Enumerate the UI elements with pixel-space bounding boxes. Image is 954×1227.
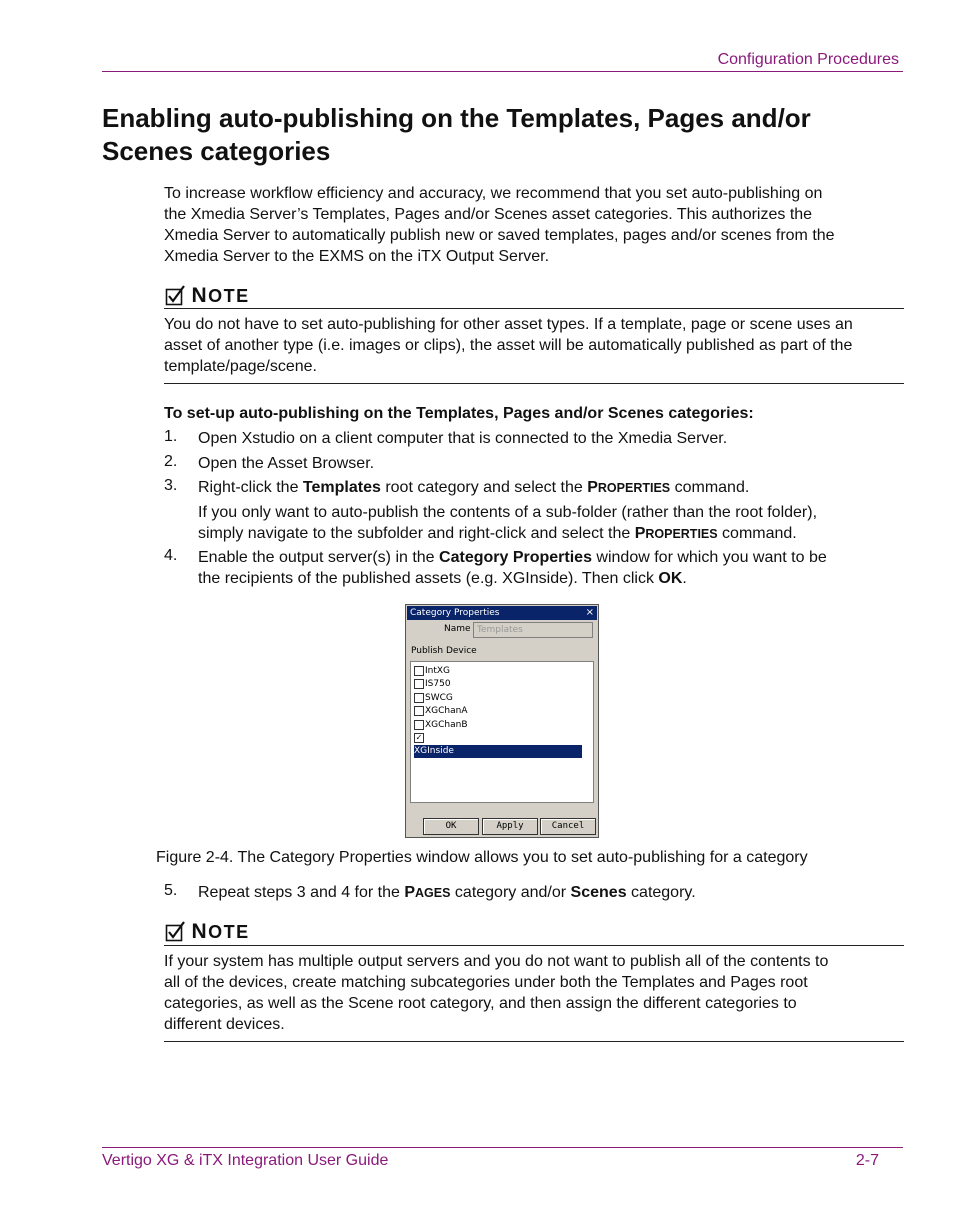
note-text: You do not have to set auto-publishing for other asset types. If a template, page or scene uses an asset of another type (i.e. images or clips), the asset will be automatically published as part of the template/page/scene.: [164, 316, 853, 375]
footer-title: Vertigo XG & iTX Integration User Guide: [102, 1152, 389, 1169]
checkbox[interactable]: [414, 666, 424, 676]
note-top-rule: [164, 308, 904, 309]
step-text: Right-click the Templates root category and select the PROPERTIES command.: [198, 479, 750, 496]
running-header: Configuration Procedures: [717, 51, 899, 68]
dialog-title: Category Properties: [410, 608, 500, 618]
checkbox[interactable]: [414, 706, 424, 716]
note-top-rule: [164, 945, 904, 946]
header-rule: [102, 71, 903, 72]
cancel-button[interactable]: Cancel: [540, 818, 596, 835]
step-text: Open the Asset Browser.: [198, 455, 375, 472]
procedure-heading: To set-up auto-publishing on the Templates, Pages and/or Scenes categories:: [164, 405, 754, 422]
publish-device-list[interactable]: [410, 661, 594, 803]
name-label: Name: [444, 624, 471, 634]
intro-paragraph: To increase workflow efficiency and accuracy, we recommend that you set auto-publishing on the Xmedia Server’s Templates, Pages and/or Scenes asset categories. This authorizes the Xmedia Server to automatically publish new or saved templates, pages and/or scenes from the Xmedia Server to the EXMS on the iTX Output Server.: [164, 185, 835, 265]
note-first-letter: N: [191, 284, 209, 307]
publish-device-label: Publish Device: [411, 646, 477, 656]
step-number: 3.: [164, 477, 178, 494]
note-bottom-rule: [164, 383, 904, 384]
page-number: 2-7: [855, 1152, 879, 1169]
checkbox-check-icon: [165, 920, 187, 942]
note-bottom-rule: [164, 1041, 904, 1042]
close-icon[interactable]: ×: [585, 607, 594, 618]
step-number: 1.: [164, 428, 178, 445]
note-heading: [165, 920, 250, 944]
device-item[interactable]: XGChanB: [414, 719, 592, 732]
device-item[interactable]: XGChanA: [414, 705, 592, 718]
step-number: 4.: [164, 547, 178, 564]
step-text: Open Xstudio on a client computer that is connected to the Xmedia Server.: [198, 430, 728, 447]
note-rest: OTE: [208, 286, 250, 306]
step-number: 2.: [164, 453, 178, 470]
note-heading: [165, 284, 250, 308]
figure-caption: Figure 2-4. The Category Properties window allows you to set auto-publishing for a category: [156, 849, 808, 866]
note-text: If your system has multiple output servers and you do not want to publish all of the contents to all of the devices, create matching subcategories under both the Templates and Pages root categories, as well as the Scene root category, and then assign the different categories to different devices.: [164, 953, 829, 1033]
checkbox-checked[interactable]: ✓: [415, 732, 423, 742]
checkbox[interactable]: [414, 679, 424, 689]
footer-rule: [102, 1147, 903, 1148]
note-rest: OTE: [208, 922, 250, 942]
apply-button[interactable]: Apply: [482, 818, 538, 835]
page-title: Enabling auto-publishing on the Templates, Pages and/or Scenes categories: [102, 103, 811, 166]
checkbox[interactable]: [414, 693, 424, 703]
name-field[interactable]: Templates: [473, 622, 593, 638]
dialog-titlebar: [407, 606, 597, 620]
step-number: 5.: [164, 882, 178, 899]
ok-button[interactable]: OK: [423, 818, 479, 835]
step-subtext: If you only want to auto-publish the contents of a sub-folder (rather than the root folder), simply navigate to the subfolder and right-click and select the PROPERTIES command.: [198, 504, 818, 542]
device-item[interactable]: IS750: [414, 678, 592, 691]
step-text: Enable the output server(s) in the Category Properties window for which you want to be the recipients of the published assets (e.g. XGInside). Then click OK.: [198, 549, 827, 587]
checkbox-check-icon: [165, 284, 187, 306]
step-text: Repeat steps 3 and 4 for the PAGES category and/or Scenes category.: [198, 884, 696, 901]
device-item[interactable]: IntXG: [414, 665, 592, 678]
device-item-selected[interactable]: ✓XGInside: [414, 732, 592, 745]
checkbox[interactable]: [414, 720, 424, 730]
note-first-letter: N: [191, 920, 209, 943]
category-properties-dialog: [405, 604, 599, 838]
device-item[interactable]: SWCG: [414, 692, 592, 705]
